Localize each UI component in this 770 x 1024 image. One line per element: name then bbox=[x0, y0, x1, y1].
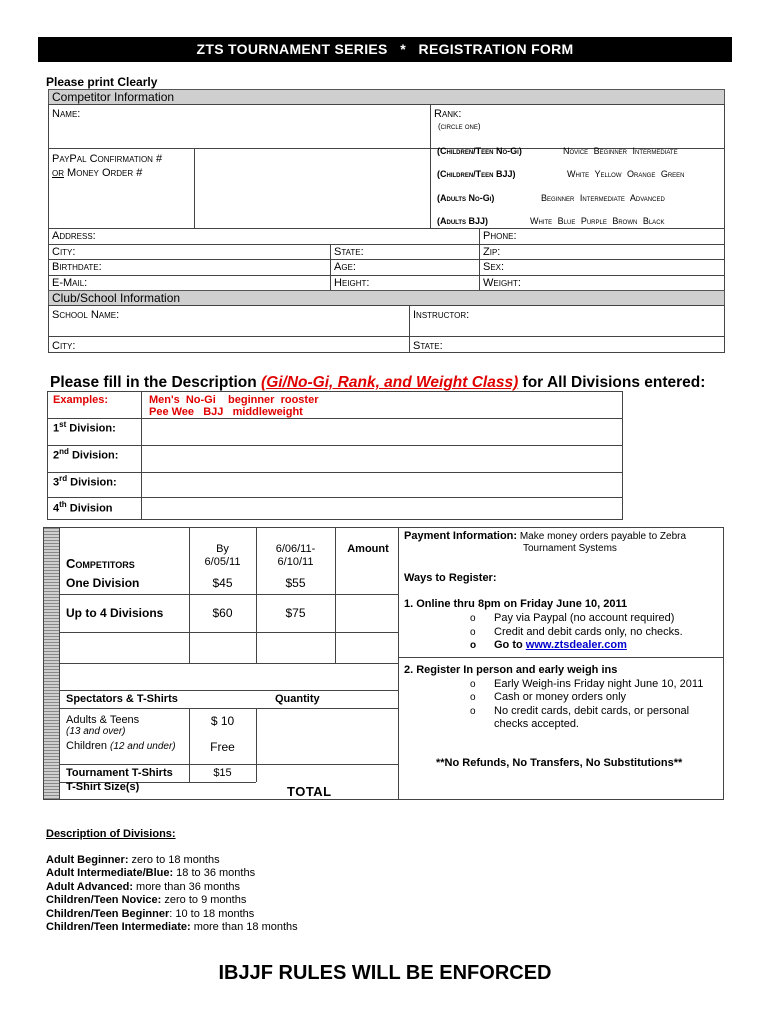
city-label: City: bbox=[52, 246, 76, 258]
payment-confirmation-field[interactable] bbox=[196, 150, 428, 226]
division-row-label bbox=[53, 474, 117, 489]
weight-label: Weight: bbox=[483, 277, 521, 289]
total-field[interactable] bbox=[337, 784, 397, 799]
description-term: Adult Intermediate/Blue: bbox=[46, 867, 174, 880]
tshirts-quantity-field[interactable] bbox=[258, 766, 334, 782]
tshirt-size-label: T-Shirt Size(s) bbox=[66, 781, 140, 793]
inperson-item: o Early Weigh-ins Friday night June 10, 2011 bbox=[494, 678, 703, 691]
instructor-label: Instructor: bbox=[413, 309, 470, 321]
competitor-section-heading: Competitor Information bbox=[48, 89, 725, 105]
example-line-1: Men's No-Gi beginner rooster bbox=[149, 394, 319, 406]
description-desc: more than 36 months bbox=[133, 880, 241, 893]
no-refunds-note: **No Refunds, No Transfers, No Substitutions** bbox=[436, 757, 683, 769]
rules-notice: IBJJF RULES WILL BE ENFORCED bbox=[218, 962, 552, 984]
money-order-label bbox=[52, 167, 142, 180]
description-heading: Description of Divisions: bbox=[46, 828, 176, 840]
four-divisions-amount-field[interactable] bbox=[337, 596, 397, 630]
divider bbox=[47, 472, 623, 473]
name-label: Name: bbox=[52, 108, 81, 120]
age-label: Age: bbox=[334, 261, 356, 273]
total-label: TOTAL bbox=[287, 784, 332, 799]
divider bbox=[48, 228, 725, 229]
four-divisions-early-price: $60 bbox=[212, 606, 233, 620]
divider bbox=[59, 594, 399, 595]
divider bbox=[47, 445, 623, 446]
divider bbox=[256, 708, 257, 782]
divisions-heading-highlight: (Gi/No-Gi, Rank, and Weight Class) bbox=[261, 374, 519, 391]
divider bbox=[48, 259, 725, 260]
divider bbox=[430, 104, 431, 228]
division-text: Division: bbox=[66, 422, 116, 435]
club-state-label: State: bbox=[413, 340, 443, 352]
goto-label: Go to bbox=[494, 639, 526, 651]
rank-label: Rank: bbox=[434, 108, 462, 120]
divider bbox=[47, 418, 623, 419]
club-section-heading: Club/School Information bbox=[48, 290, 725, 306]
division-ordinal: nd bbox=[59, 447, 69, 456]
divisions-heading bbox=[50, 374, 705, 392]
example-line-2: Pee Wee BJJ middleweight bbox=[149, 406, 303, 418]
divider bbox=[48, 336, 725, 337]
circle-one-note: (circle one) bbox=[438, 122, 481, 131]
print-clearly-note: Please print Clearly bbox=[46, 75, 158, 89]
division-ordinal: st bbox=[59, 420, 67, 429]
inperson-item: o No credit cards, debit cards, or personal bbox=[494, 705, 689, 718]
division-text: Division: bbox=[67, 476, 117, 489]
children-note: (12 and under) bbox=[110, 741, 176, 752]
quantity-label: Quantity bbox=[275, 693, 320, 705]
rank-category: (Children/Teen No-Gi) bbox=[437, 146, 522, 156]
divider bbox=[48, 275, 725, 276]
early-col-label: By bbox=[216, 543, 229, 555]
division-row-label bbox=[53, 500, 113, 515]
division-number: 4 bbox=[53, 502, 60, 515]
inperson-item-cont: checks accepted. bbox=[494, 718, 579, 730]
online-item: o Credit and debit cards only, no checks. bbox=[494, 626, 683, 639]
payment-info-line2: Tournament Systems bbox=[523, 543, 617, 554]
tshirts-price: $15 bbox=[213, 767, 232, 779]
zip-label: Zip: bbox=[483, 246, 501, 258]
divider bbox=[59, 632, 399, 633]
divider bbox=[479, 228, 480, 291]
club-info-box bbox=[48, 305, 725, 353]
one-division-early-price: $45 bbox=[212, 576, 233, 590]
children-text: Children bbox=[66, 740, 111, 752]
division-number: 1 bbox=[53, 422, 60, 435]
division-row-label bbox=[53, 447, 118, 462]
children-label bbox=[66, 740, 176, 752]
description-item bbox=[46, 908, 298, 921]
description-desc: 18 to 36 months bbox=[173, 867, 256, 880]
inperson-item: o Cash or money orders only bbox=[494, 691, 626, 704]
online-heading: 1. Online thru 8pm on Friday June 10, 2011 bbox=[404, 598, 628, 610]
divider bbox=[59, 690, 399, 691]
payment-info-line1 bbox=[404, 530, 686, 542]
amount-col-label: Amount bbox=[347, 543, 389, 555]
division-3-field[interactable] bbox=[143, 474, 621, 496]
form-title: ZTS TOURNAMENT SERIES * REGISTRATION FORM bbox=[38, 37, 732, 62]
description-item bbox=[46, 881, 298, 894]
divider bbox=[335, 527, 336, 663]
divider bbox=[194, 148, 195, 228]
competitors-label: Competitors bbox=[66, 556, 135, 571]
rank-options[interactable]: Novice Beginner Intermediate bbox=[563, 146, 678, 156]
divider bbox=[59, 764, 399, 765]
name-field[interactable] bbox=[100, 106, 425, 146]
divider bbox=[330, 244, 331, 291]
spectators-label: Spectators & T-Shirts bbox=[66, 693, 178, 705]
phone-label: Phone: bbox=[483, 230, 517, 242]
division-number: 2 bbox=[53, 449, 60, 462]
description-desc: zero to 18 months bbox=[128, 854, 220, 866]
division-ordinal: rd bbox=[59, 474, 68, 483]
divider bbox=[398, 657, 724, 658]
money-order-text: Money Order # bbox=[64, 167, 143, 179]
divider bbox=[59, 708, 399, 709]
description-term: Adult Beginner: bbox=[46, 854, 129, 866]
tshirts-label: Tournament T-Shirts bbox=[66, 767, 173, 779]
divider bbox=[409, 305, 410, 353]
payment-info-label: Payment Information: bbox=[404, 530, 518, 542]
birthdate-label: Birthdate: bbox=[52, 261, 102, 273]
adults-teens-label: Adults & Teens bbox=[66, 714, 140, 726]
one-division-label: One Division bbox=[66, 576, 140, 590]
description-list bbox=[46, 854, 298, 934]
hatch-strip bbox=[44, 528, 59, 799]
school-name-label: School Name: bbox=[52, 309, 120, 321]
rank-category: (Children/Teen BJJ) bbox=[437, 169, 516, 179]
or-word: or bbox=[52, 167, 64, 179]
address-label: Address: bbox=[52, 230, 96, 242]
description-term: Children/Teen Novice: bbox=[46, 894, 162, 907]
rank-category: (Adults BJJ) bbox=[437, 216, 489, 226]
description-item bbox=[46, 854, 298, 867]
description-item bbox=[46, 894, 298, 907]
late-col-date: 6/10/11 bbox=[277, 556, 314, 568]
four-divisions-label: Up to 4 Divisions bbox=[66, 606, 164, 620]
rank-options[interactable]: White Blue Purple Brown Black bbox=[530, 216, 665, 226]
description-term: Adult Advanced: bbox=[46, 880, 133, 893]
divider bbox=[59, 663, 399, 664]
one-division-amount-field[interactable] bbox=[337, 566, 397, 592]
adults-price: $ 10 bbox=[210, 714, 235, 728]
division-text: Division: bbox=[68, 449, 119, 462]
late-col-label: 6/06/11- bbox=[275, 543, 316, 555]
divider bbox=[141, 391, 142, 520]
state-label: State: bbox=[334, 246, 364, 258]
early-col-date: 6/05/11 bbox=[204, 556, 241, 568]
payment-info-text: Make money orders payable to Zebra bbox=[517, 531, 687, 542]
email-label: E-Mail: bbox=[52, 277, 88, 289]
rank-options[interactable]: White Yellow Orange Green bbox=[567, 169, 685, 179]
height-label: Height: bbox=[334, 277, 370, 289]
divisions-heading-suffix: for All Divisions entered: bbox=[518, 374, 706, 391]
divider bbox=[47, 497, 623, 498]
club-city-label: City: bbox=[52, 340, 76, 352]
one-division-late-price: $55 bbox=[285, 576, 306, 590]
description-desc: : 10 to 18 months bbox=[169, 907, 255, 920]
goto-line bbox=[494, 639, 627, 652]
division-ordinal: th bbox=[59, 500, 67, 509]
registration-link[interactable]: www.ztsdealer.com bbox=[525, 639, 627, 651]
paypal-label: PayPal Confirmation # bbox=[52, 153, 163, 165]
division-number: 3 bbox=[53, 476, 60, 489]
ways-to-register-label: Ways to Register: bbox=[404, 572, 497, 584]
divider bbox=[48, 244, 725, 245]
division-4-field[interactable] bbox=[143, 499, 621, 519]
examples-label: Examples: bbox=[53, 394, 109, 406]
sex-label: Sex: bbox=[483, 261, 505, 273]
division-1-field[interactable] bbox=[143, 420, 621, 444]
four-divisions-late-price: $75 bbox=[285, 606, 306, 620]
online-item: o Pay via Paypal (no account required) bbox=[494, 612, 674, 625]
adults-teens-note: (13 and over) bbox=[66, 726, 126, 737]
children-quantity-field[interactable] bbox=[258, 738, 334, 762]
description-term: Children/Teen Intermediate: bbox=[46, 921, 191, 934]
description-item bbox=[46, 921, 298, 934]
division-row-label bbox=[53, 420, 116, 435]
description-item bbox=[46, 867, 298, 880]
description-desc: more than 18 months bbox=[190, 921, 298, 934]
description-desc: zero to 9 months bbox=[161, 894, 247, 907]
adults-quantity-field[interactable] bbox=[258, 710, 334, 736]
children-price: Free bbox=[210, 740, 235, 754]
inperson-heading: 2. Register In person and early weigh ins bbox=[404, 664, 618, 676]
rank-options[interactable]: Beginner Intermediate Advanced bbox=[541, 193, 665, 203]
description-term: Children/Teen Beginner bbox=[46, 907, 170, 920]
divisions-heading-prefix: Please fill in the Description bbox=[50, 374, 262, 391]
division-text: Division bbox=[66, 502, 113, 515]
division-2-field[interactable] bbox=[143, 447, 621, 471]
rank-category: (Adults No-Gi) bbox=[437, 193, 495, 203]
